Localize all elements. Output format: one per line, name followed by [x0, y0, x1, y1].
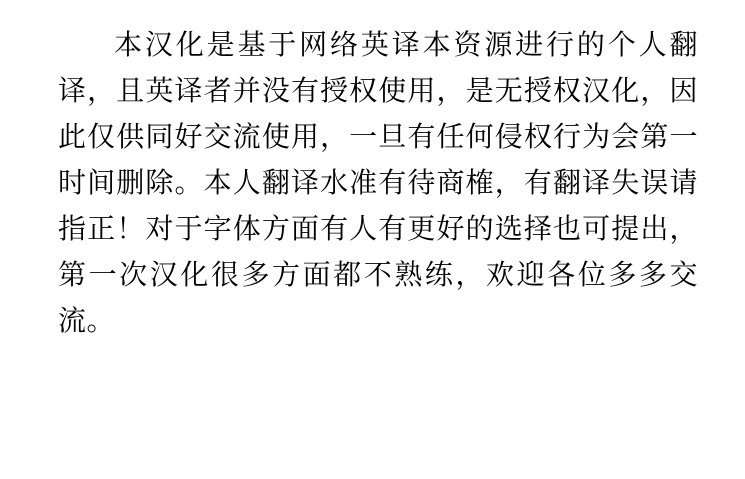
translator-note-block: [58, 22, 698, 344]
translator-note-paragraph: 本汉化是基于网络英译本资源进行的个人翻译，且英译者并没有授权使用，是无授权汉化，因此仅供同好交流使用，一旦有任何侵权行为会第一时间删除。本人翻译水准有待商榷，有翻译失误请指正！对于字体方面有人有更好的选择也可提出，第一次汉化很多方面都不熟练，欢迎各位多多交流。: [58, 28, 698, 337]
